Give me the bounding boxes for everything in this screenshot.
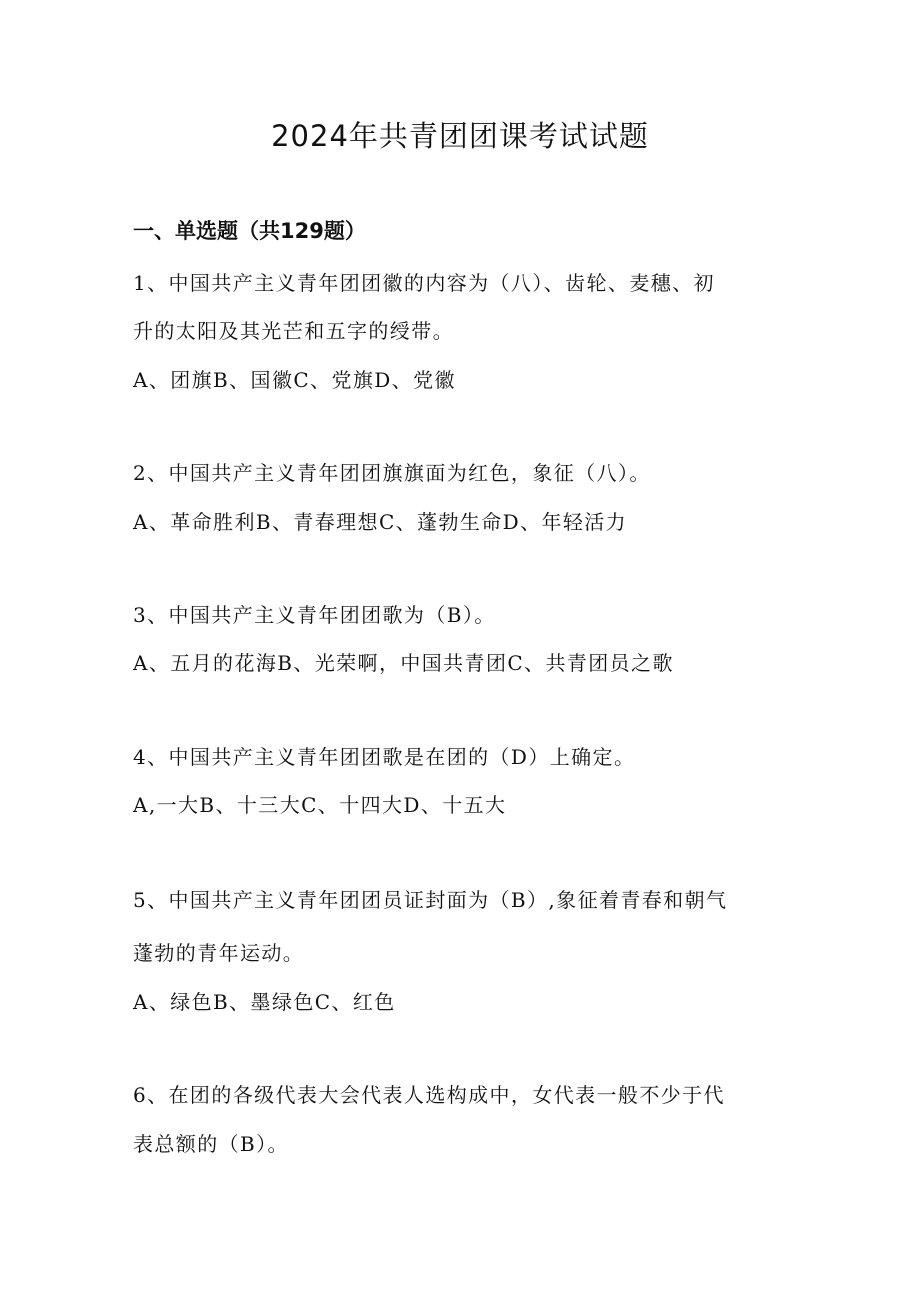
document-title: 2024年共青团团课考试试题 [271, 119, 649, 153]
question-1-stem-line-1: 1、中国共产主义青年团团徽的内容为（八）、齿轮、麦穗、初 [133, 271, 715, 295]
question-5-stem-line-2: 蓬勃的青年运动。 [133, 941, 305, 965]
question-4-options: A,一大B、十三大C、十四大D、十五大 [133, 793, 507, 817]
question-2-options: A、革命胜利B、青春理想C、蓬勃生命D、年轻活力 [133, 510, 628, 534]
question-4-stem-line-1: 4、中国共产主义青年团团歌是在团的（D）上确定。 [133, 745, 636, 769]
question-2-stem-line-1: 2、中国共产主义青年团团旗旗面为红色，象征（八）。 [133, 461, 651, 485]
question-3-stem-line-1: 3、中国共产主义青年团团歌为（B）。 [133, 603, 496, 627]
question-5-options: A、绿色B、墨绿色C、红色 [133, 990, 396, 1014]
section-heading: 一、单选题（共129题） [133, 219, 366, 243]
question-1-options: A、团旗B、国徽C、党旗D、党徽 [133, 368, 456, 392]
question-5-stem-line-1: 5、中国共产主义青年团团员证封面为（B）,象征着青春和朝气 [133, 888, 728, 912]
question-1-stem-line-2: 升的太阳及其光芒和五字的绶带。 [133, 319, 454, 343]
question-6-stem-line-2: 表总额的（B）。 [133, 1132, 289, 1156]
question-3-options: A、五月的花海B、光荣啊，中国共青团C、共青团员之歌 [133, 651, 674, 675]
question-6-stem-line-1: 6、在团的各级代表大会代表人选构成中，女代表一般不少于代 [133, 1083, 725, 1107]
